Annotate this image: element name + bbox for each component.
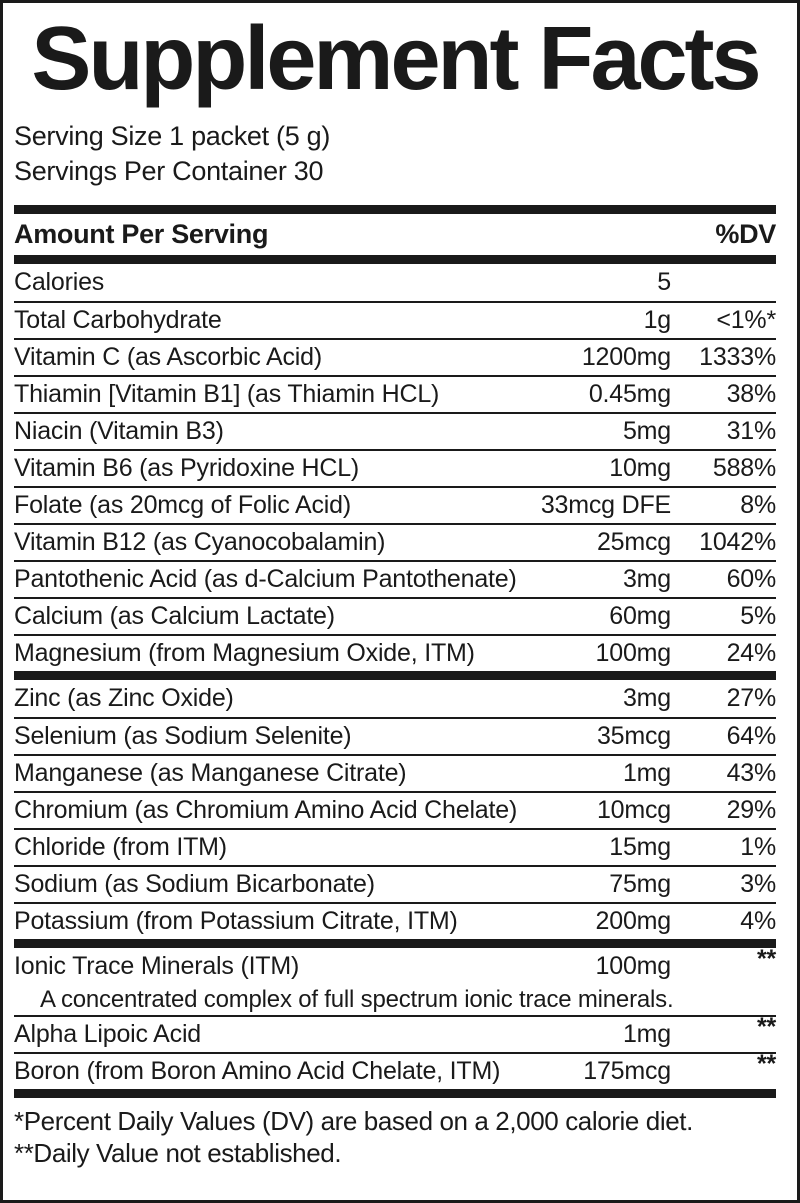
row-niacin bbox=[14, 412, 776, 449]
row-manganese bbox=[14, 754, 776, 791]
nutrient-dv: <1%* bbox=[716, 306, 776, 334]
nutrient-dv: 27% bbox=[726, 684, 776, 712]
nutrient-dv: 1042% bbox=[699, 528, 776, 556]
row-total-carbohydrate bbox=[14, 301, 776, 338]
row-pantothenic-acid bbox=[14, 560, 776, 597]
vitamins-group bbox=[14, 264, 776, 671]
nutrient-dv: 43% bbox=[726, 759, 776, 787]
nutrient-dv: 4% bbox=[740, 907, 776, 935]
nutrient-amount: 60mg bbox=[609, 602, 671, 630]
nutrient-amount: 1mg bbox=[622, 759, 671, 787]
nutrient-amount: 5 bbox=[657, 268, 671, 296]
row-boron bbox=[14, 1052, 776, 1089]
nutrient-amount: 10mcg bbox=[596, 796, 671, 824]
minerals-group bbox=[14, 680, 776, 939]
nutrient-dv: ** bbox=[756, 1050, 776, 1078]
nutrient-dv: 64% bbox=[726, 722, 776, 750]
serving-info bbox=[14, 119, 776, 189]
row-alpha-lipoic-acid bbox=[14, 1015, 776, 1052]
row-ionic-trace-minerals bbox=[14, 945, 776, 985]
nutrient-dv: 29% bbox=[726, 796, 776, 824]
row-selenium bbox=[14, 717, 776, 754]
row-chromium bbox=[14, 791, 776, 828]
servings-per-container: Servings Per Container 30 bbox=[14, 156, 324, 186]
row-sodium bbox=[14, 865, 776, 902]
row-thiamin bbox=[14, 375, 776, 412]
nutrient-amount: 1g bbox=[643, 306, 671, 334]
nutrient-name: Vitamin B12 (as Cyanocobalamin) bbox=[14, 528, 386, 556]
nutrient-amount: 3mg bbox=[622, 565, 671, 593]
nutrient-name: Vitamin C (as Ascorbic Acid) bbox=[14, 343, 322, 371]
nutrient-name: Calories bbox=[14, 268, 105, 296]
nutrient-dv: 5% bbox=[740, 602, 776, 630]
section-divider-bar bbox=[14, 939, 776, 948]
nutrient-name: Ionic Trace Minerals (ITM) bbox=[14, 952, 300, 980]
serving-size: Serving Size 1 packet (5 g) bbox=[14, 121, 331, 151]
percent-dv-header: %DV bbox=[715, 219, 776, 249]
nutrient-name: Thiamin [Vitamin B1] (as Thiamin HCL) bbox=[14, 380, 440, 408]
nutrient-amount: 33mcg DFE bbox=[540, 491, 671, 519]
nutrient-amount: 0.45mg bbox=[588, 380, 671, 408]
nutrient-amount: 100mg bbox=[595, 952, 671, 980]
nutrient-name: Chromium (as Chromium Amino Acid Chelate) bbox=[14, 796, 518, 824]
nutrient-amount: 5mg bbox=[622, 417, 671, 445]
section-divider-bar bbox=[14, 255, 776, 264]
nutrient-dv: 1% bbox=[740, 833, 776, 861]
nutrient-name: Selenium (as Sodium Selenite) bbox=[14, 722, 352, 750]
nutrient-amount: 200mg bbox=[595, 907, 671, 935]
nutrient-name: Manganese (as Manganese Citrate) bbox=[14, 759, 407, 787]
nutrient-amount: 35mcg bbox=[596, 722, 671, 750]
row-calories bbox=[14, 264, 776, 301]
nutrient-amount: 1200mg bbox=[581, 343, 671, 371]
nutrient-dv: ** bbox=[756, 1013, 776, 1041]
nutrient-amount: 75mg bbox=[609, 870, 671, 898]
row-potassium bbox=[14, 902, 776, 939]
nutrient-name: Magnesium (from Magnesium Oxide, ITM) bbox=[14, 639, 475, 667]
nutrient-name: Potassium (from Potassium Citrate, ITM) bbox=[14, 907, 458, 935]
nutrient-amount: 25mcg bbox=[596, 528, 671, 556]
nutrient-dv: ** bbox=[756, 945, 776, 973]
nutrient-dv: 1333% bbox=[699, 343, 776, 371]
nutrient-name: Sodium (as Sodium Bicarbonate) bbox=[14, 870, 375, 898]
nutrient-dv: 24% bbox=[726, 639, 776, 667]
nutrient-name: Folate (as 20mcg of Folic Acid) bbox=[14, 491, 351, 519]
nutrient-name: Pantothenic Acid (as d-Calcium Pantothenate) bbox=[14, 565, 517, 593]
nutrient-amount: 15mg bbox=[609, 833, 671, 861]
row-chloride bbox=[14, 828, 776, 865]
row-vitamin-b6 bbox=[14, 449, 776, 486]
row-vitamin-b12 bbox=[14, 523, 776, 560]
nutrient-dv: 38% bbox=[726, 380, 776, 408]
row-folate bbox=[14, 486, 776, 523]
proprietary-group bbox=[14, 945, 776, 1089]
row-calcium bbox=[14, 597, 776, 634]
dv-not-established-footnote: **Daily Value not established. bbox=[14, 1138, 342, 1168]
nutrient-name: Alpha Lipoic Acid bbox=[14, 1020, 202, 1048]
section-divider-bar bbox=[14, 1089, 776, 1098]
section-divider-bar bbox=[14, 205, 776, 214]
nutrient-dv: 588% bbox=[712, 454, 776, 482]
nutrient-dv: 3% bbox=[740, 870, 776, 898]
amount-per-serving-header: Amount Per Serving bbox=[14, 219, 269, 249]
nutrient-name: Chloride (from ITM) bbox=[14, 833, 227, 861]
row-magnesium bbox=[14, 634, 776, 671]
itm-description: A concentrated complex of full spectrum ionic trace minerals. bbox=[40, 986, 674, 1013]
column-header-row bbox=[14, 214, 776, 255]
nutrient-name: Zinc (as Zinc Oxide) bbox=[14, 684, 234, 712]
nutrient-name: Calcium (as Calcium Lactate) bbox=[14, 602, 335, 630]
nutrient-dv: 31% bbox=[726, 417, 776, 445]
nutrient-amount: 10mg bbox=[609, 454, 671, 482]
row-vitamin-c bbox=[14, 338, 776, 375]
nutrient-amount: 175mcg bbox=[583, 1057, 671, 1085]
nutrient-dv: 8% bbox=[740, 491, 776, 519]
label-title: Supplement Facts bbox=[31, 9, 759, 109]
footnotes bbox=[14, 1098, 776, 1169]
nutrient-name: Boron (from Boron Amino Acid Chelate, ITM) bbox=[14, 1057, 501, 1085]
nutrient-dv: 60% bbox=[726, 565, 776, 593]
nutrient-name: Total Carbohydrate bbox=[14, 306, 222, 334]
nutrient-amount: 3mg bbox=[622, 684, 671, 712]
nutrient-amount: 100mg bbox=[595, 639, 671, 667]
nutrient-amount: 1mg bbox=[622, 1020, 671, 1048]
section-divider-bar bbox=[14, 671, 776, 680]
row-zinc bbox=[14, 680, 776, 717]
percent-dv-footnote: *Percent Daily Values (DV) are based on a 2,000 calorie diet. bbox=[14, 1106, 693, 1136]
nutrient-name: Vitamin B6 (as Pyridoxine HCL) bbox=[14, 454, 360, 482]
nutrient-name: Niacin (Vitamin B3) bbox=[14, 417, 224, 445]
